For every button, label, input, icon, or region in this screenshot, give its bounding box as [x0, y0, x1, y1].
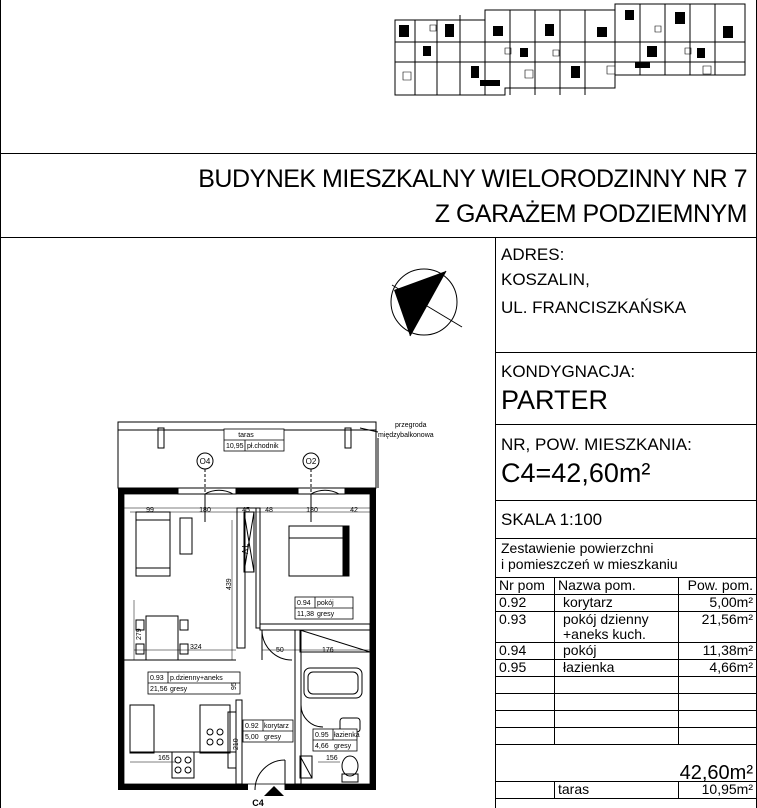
- axis-label-o4: O4: [199, 457, 211, 466]
- sofa: [136, 512, 170, 576]
- room-095-area: 4,66: [315, 743, 329, 750]
- toilet: [342, 756, 358, 776]
- address-street: UL. FRANCISZKAŃSKA: [501, 298, 687, 317]
- dim-height-210: 210: [233, 738, 240, 750]
- room-092-floor: gresy: [264, 734, 282, 741]
- row-nr: 0.93: [496, 612, 555, 643]
- header-area: Pow. pom.: [679, 578, 757, 595]
- room-093-name: p.dzienny+aneks: [170, 675, 223, 682]
- title-line-1: BUDYNEK MIESZKALNY WIELORODZINNY NR 7: [198, 165, 747, 193]
- wall-bottom-left: [118, 784, 248, 790]
- bed: [289, 526, 349, 576]
- empty-row: [496, 728, 757, 745]
- row-area: 11,38m²: [679, 643, 757, 660]
- room-095-name: łazienka: [334, 732, 360, 739]
- summary-caption-1: Zestawienie powierzchni: [501, 540, 654, 556]
- header-name: Nazwa pom.: [555, 578, 679, 595]
- dim-top-42: 42: [350, 507, 358, 514]
- apartment-label: NR, POW. MIESZKANIA:: [501, 435, 692, 454]
- room-093-floor: gresy: [170, 686, 188, 693]
- dim-top-48: 48: [265, 507, 273, 514]
- scale-label: SKALA 1:100: [501, 510, 603, 529]
- terrace-number: 10,95: [226, 443, 244, 450]
- storey-label: KONDYGNACJA:: [501, 362, 636, 381]
- room-094-number: 0.94: [297, 600, 311, 607]
- kitchen-unit: [200, 705, 230, 753]
- table-header-row: [496, 578, 757, 595]
- total-row: [496, 745, 757, 782]
- room-093-area: 21,56: [150, 686, 168, 693]
- row-name: łazienka: [555, 660, 679, 677]
- title-line-2: Z GARAŻEM PODZIEMNYM: [434, 200, 747, 228]
- row-nr: 0.95: [496, 660, 555, 677]
- area-summary-table: [495, 577, 757, 799]
- dim-height-95: 95: [231, 682, 238, 690]
- terrace-label: taras: [555, 782, 679, 799]
- table-row: [496, 643, 757, 660]
- address-city: KOSZALIN,: [501, 270, 590, 289]
- divider-scale: [495, 538, 757, 539]
- room-092-name: korytarz: [264, 723, 289, 730]
- storey-value: PARTER: [501, 385, 609, 415]
- wall-right: [370, 488, 376, 790]
- row-nr: 0.92: [496, 595, 555, 612]
- terrace-row: [496, 782, 757, 799]
- terrace-post-right: [345, 428, 351, 448]
- wall-top-left: [118, 488, 178, 494]
- dim-height-439: 439: [226, 578, 233, 590]
- divider-storey: [495, 424, 757, 425]
- apartment-value: C4=42,60m²: [501, 458, 651, 488]
- dim-156: 156: [326, 755, 338, 762]
- row-nr: 0.94: [496, 643, 555, 660]
- dim-50: 50: [276, 647, 284, 654]
- terrace-floor: pł.chodnik: [247, 443, 279, 450]
- row-area: 21,56m²: [679, 612, 757, 643]
- room-095-number: 0.95: [315, 732, 329, 739]
- dim-top-180b: 180: [306, 507, 318, 514]
- tv-label: TV: [240, 544, 249, 555]
- room-093-number: 0.93: [150, 675, 164, 682]
- total-area: 42,60m²: [496, 745, 757, 782]
- dim-top-45: 45: [242, 507, 250, 514]
- row-name: korytarz: [555, 595, 679, 612]
- row-area: 5,00m²: [679, 595, 757, 612]
- room-095-floor: gresy: [334, 743, 352, 750]
- dim-top-180a: 180: [199, 507, 211, 514]
- table-row: [496, 660, 757, 677]
- dim-165: 165: [158, 755, 170, 762]
- entrance-arrow-icon: [264, 786, 284, 796]
- row-name-line2: +aneks kuch.: [563, 626, 646, 642]
- room-092-number: 0.92: [245, 723, 259, 730]
- coffee-table: [180, 518, 192, 554]
- partition-label-2: międzybalkonowa: [378, 432, 434, 439]
- summary-caption-2: i pomieszczeń w mieszkaniu: [501, 556, 678, 572]
- empty-row: [496, 694, 757, 711]
- divider-address: [495, 352, 757, 353]
- dim-kitchen: 324: [190, 644, 202, 651]
- partition-label-1: przegroda: [395, 422, 427, 429]
- row-name: pokój: [555, 643, 679, 660]
- entrance-label: C4: [252, 798, 264, 808]
- room-094-floor: gresy: [317, 611, 335, 618]
- table-row: [496, 595, 757, 612]
- room-092-area: 5,00: [245, 734, 259, 741]
- address-label: ADRES:: [501, 245, 565, 264]
- room-094-name: pokój: [317, 600, 334, 607]
- room-094-area: 11,38: [297, 611, 314, 618]
- divider-apartment: [495, 500, 757, 501]
- dim-176: 176: [322, 647, 334, 654]
- dim-top-99: 99: [146, 507, 154, 514]
- terrace-post-left: [158, 428, 164, 448]
- empty-row: [496, 711, 757, 728]
- axis-label-o2: O2: [305, 457, 317, 466]
- empty-row: [496, 677, 757, 694]
- row-area: 4,66m²: [679, 660, 757, 677]
- wall-left: [118, 488, 124, 790]
- terrace-area: 10,95m²: [679, 782, 757, 799]
- partition-wall-horizontal: [260, 624, 370, 630]
- wall-bottom-right: [285, 784, 376, 790]
- dining-table: [146, 616, 178, 660]
- row-name-line1: pokój dzienny: [563, 611, 649, 627]
- header-nr: Nr pom: [496, 578, 555, 595]
- terrace-name: taras: [238, 432, 254, 439]
- table-row: [496, 612, 757, 643]
- dim-height-279: 279: [136, 628, 143, 640]
- wall-top-middle: [236, 488, 298, 494]
- row-name: [555, 612, 679, 643]
